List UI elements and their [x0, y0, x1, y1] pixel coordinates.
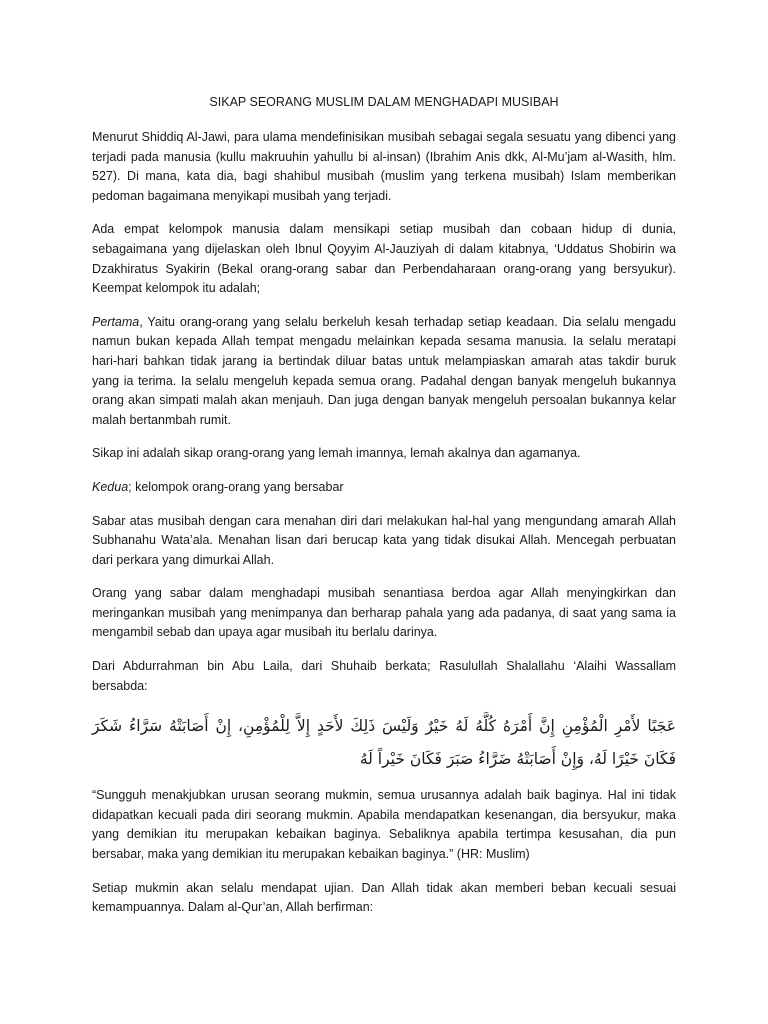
paragraph-definition: Menurut Shiddiq Al-Jawi, para ulama mendefinisikan musibah sebagai segala sesuatu yang dibenci yang terjadi pada manusia (kullu makruuhin yahullu bi al-insan) (Ibrahim Anis dkk, Al-Mu’jam al-Wasith, hlm. 527). Di mana, kata dia, bagi shahibul musibah (muslim yang terkena musibah) Islam memberikan pedoman bagaimana menyikapi musibah yang terjadi. [92, 130, 676, 203]
paragraph-hadith-intro: Dari Abdurrahman bin Abu Laila, dari Shuhaib berkata; Rasulullah Shalallahu ‘Alaihi Wassallam bersabda: [92, 659, 676, 693]
paragraph-weak-faith: Sikap ini adalah sikap orang-orang yang lemah imannya, lemah akalnya dan agamanya. [92, 446, 581, 461]
paragraph-trials: Setiap mukmin akan selalu mendapat ujian. Dan Allah tidak akan memberi beban kecuali sesuai kemampuannya. Dalam al-Qur’an, Allah berfirman: [92, 880, 676, 915]
document-title: SIKAP SEORANG MUSLIM DALAM MENGHADAPI MUSIBAH [209, 95, 559, 109]
second-group-label: Kedua [92, 479, 129, 494]
first-group-text: , Yaitu orang-orang yang selalu berkeluh kesah terhadap setiap keadaan. Dia selalu mengadu namun bukan kepada Allah tempat mengadu melainkan kepada sesama manusia. Ia selalu meratapi hari-hari bahkan tidak jarang ia bertindak diluar batas untuk melampiaskan amarah atas takdir buruk yang ia terima. Ia selalu mengeluh kepada semua orang. Padahal dengan banyak mengeluh bukannya orang akan simpati malah akan menjauh. Dan juga dengan banyak mengeluh persoalan bukannya kelar malah bertanmbah rumit. [92, 314, 676, 427]
paragraph-first-group [92, 313, 676, 431]
paragraph-four-groups: Ada empat kelompok manusia dalam mensikapi setiap musibah dan cobaan hidup di dunia, sebagaimana yang dijelaskan oleh Ibnul Qoyyim Al-Jauziyah di dalam kitabnya, ‘Uddatus Shobirin wa Dzakhiratus Syakirin (Bekal orang-orang sabar dan Perbendaharaan orang-orang yang bersyukur). Keempat kelompok itu adalah; [92, 222, 676, 296]
first-group-label: Pertama [92, 314, 140, 329]
paragraph-second-group [92, 478, 676, 498]
arabic-hadith: عَجَبًا لأَمْرِ الْمُؤْمِنِ إِنَّ أَمْرَهُ كُلَّهُ لَهُ خَيْرٌ وَلَيْسَ ذَلِكَ لأَحَدٍ إِلاَّ لِلْمُؤْمِنِ، إِنْ أَصَابَتْهُ سَرَّاءُ شَكَرَ فَكَانَ خَيْرًا لَهُ، وَإِنْ أَصَابَتْهُ ضَرَّاءُ صَبَرَ فَكَانَ خَيْراً لَهُ [92, 717, 676, 769]
paragraph-patience: Sabar atas musibah dengan cara menahan diri dari melakukan hal-hal yang mengundang amarah Allah Subhanahu Wata’ala. Menahan lisan dari berucap kata yang tidak disukai Allah. Mencegah perbuatan dari perkara yang dimurkai Allah. [92, 513, 676, 567]
paragraph-patient-people: Orang yang sabar dalam menghadapi musibah senantiasa berdoa agar Allah menyingkirkan dan meringankan musibah yang menimpanya dan berharap pahala yang ada padanya, di saat yang sama ia mengambil sebab dan upaya agar musibah itu berlalu darinya. [92, 586, 676, 640]
second-group-text: ; kelompok orang-orang yang bersabar [128, 479, 344, 494]
paragraph-hadith-translation: “Sungguh menakjubkan urusan seorang mukmin, semua urusannya adalah baik baginya. Hal ini tidak didapatkan kecuali pada diri seorang mukmin. Apabila mendapatkan kesenangan, dia bersyukur, maka yang demikian itu merupakan kebaikan baginya. Sebaliknya apabila tertimpa kesusahan, dia pun bersabar, maka yang demikian itu merupakan kebaikan baginya.” (HR: Muslim) [92, 788, 676, 862]
